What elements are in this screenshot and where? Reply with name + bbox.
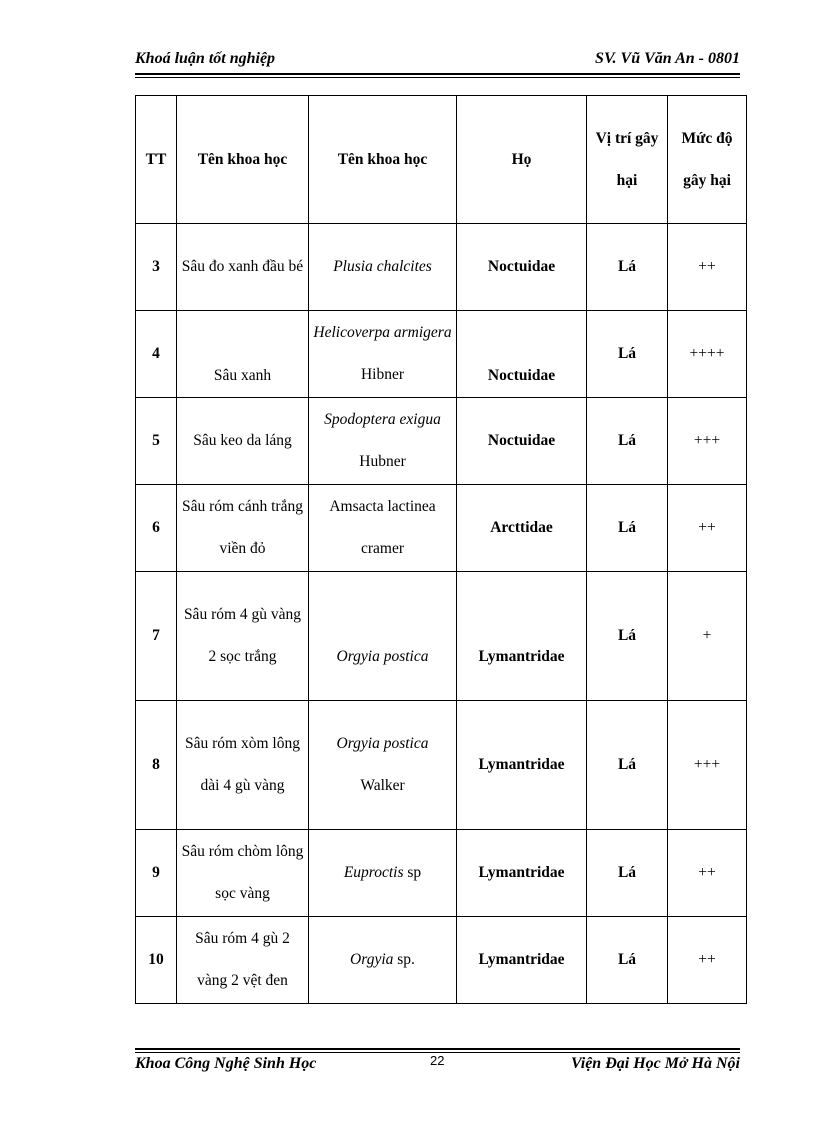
sci-name: Orgyia postica: [336, 648, 429, 665]
table-row: [136, 224, 747, 311]
name-text: Sâu xanh: [213, 367, 272, 384]
sci-name: Orgyia postica: [336, 735, 429, 752]
family-text: Lymantridae: [478, 648, 565, 665]
table-row: [136, 572, 747, 701]
cell-tt: 10: [136, 917, 177, 1004]
cell-sci: [309, 917, 457, 1004]
cell-name: [177, 311, 309, 398]
cell-sci: [309, 701, 457, 830]
cell-tt: 6: [136, 485, 177, 572]
cell-name: Sâu keo da láng: [177, 398, 309, 485]
cell-sci: [309, 485, 457, 572]
header-right: SV. Vũ Văn An - 0801: [595, 50, 740, 67]
cell-family: [457, 572, 587, 701]
col-header-tt: TT: [136, 96, 177, 224]
cell-name: Sâu róm chòm lông sọc vàng: [177, 830, 309, 917]
cell-name: Sâu róm cánh trắng viền đỏ: [177, 485, 309, 572]
cell-position: Lá: [587, 917, 668, 1004]
col-header-sci: Tên khoa học: [309, 96, 457, 224]
cell-level: +: [668, 572, 747, 701]
sci-name: Spodoptera exigua: [324, 411, 441, 428]
table-header-row: [136, 96, 747, 224]
table-row: [136, 311, 747, 398]
col-header-position: Vị trí gây hại: [587, 96, 668, 224]
sci-author: Hubner: [359, 453, 406, 470]
cell-level: ++++: [668, 311, 747, 398]
table-row: [136, 917, 747, 1004]
family-text: Noctuidae: [487, 367, 556, 384]
cell-family: Noctuidae: [457, 224, 587, 311]
page-number: 22: [430, 1053, 445, 1068]
cell-level: ++: [668, 830, 747, 917]
sci-author: Amsacta lactinea cramer: [329, 498, 436, 557]
sci-author: sp: [407, 864, 422, 881]
cell-level: +++: [668, 398, 747, 485]
cell-level: ++: [668, 485, 747, 572]
cell-family: Lymantridae: [457, 701, 587, 830]
cell-tt: 4: [136, 311, 177, 398]
cell-level: ++: [668, 917, 747, 1004]
sci-author: Hibner: [360, 366, 405, 383]
cell-family: Lymantridae: [457, 830, 587, 917]
pest-table: [135, 95, 747, 1004]
cell-name: Sâu đo xanh đầu bé: [177, 224, 309, 311]
cell-sci: [309, 398, 457, 485]
footer-left: Khoa Công Nghệ Sinh Học: [135, 1055, 317, 1072]
cell-position: Lá: [587, 485, 668, 572]
table-row: [136, 830, 747, 917]
col-header-name: Tên khoa học: [177, 96, 309, 224]
table-row: [136, 485, 747, 572]
cell-position: Lá: [587, 830, 668, 917]
page-footer: [135, 1055, 740, 1079]
sci-name: Plusia chalcites: [333, 258, 432, 275]
page-header: [135, 50, 740, 74]
cell-family: Noctuidae: [457, 398, 587, 485]
cell-tt: 7: [136, 572, 177, 701]
cell-sci: [309, 830, 457, 917]
cell-position: Lá: [587, 224, 668, 311]
cell-position: Lá: [587, 398, 668, 485]
cell-sci: [309, 311, 457, 398]
sci-author: sp.: [397, 951, 415, 968]
cell-level: ++: [668, 224, 747, 311]
footer-right: Viện Đại Học Mở Hà Nội: [570, 1055, 740, 1072]
header-rule: [135, 73, 740, 78]
col-header-level: Mức độ gây hại: [668, 96, 747, 224]
cell-family: Lymantridae: [457, 917, 587, 1004]
cell-family: [457, 311, 587, 398]
sci-name: Helicoverpa armigera: [313, 324, 452, 341]
cell-position: Lá: [587, 572, 668, 701]
cell-tt: 9: [136, 830, 177, 917]
cell-tt: 8: [136, 701, 177, 830]
cell-position: Lá: [587, 701, 668, 830]
cell-name: Sâu róm 4 gù 2 vàng 2 vệt đen: [177, 917, 309, 1004]
sci-author: Walker: [360, 777, 405, 794]
cell-family: Arcttidae: [457, 485, 587, 572]
sci-name: Orgyia: [350, 951, 394, 968]
header-left: Khoá luận tốt nghiệp: [135, 50, 276, 67]
col-header-family: Họ: [457, 96, 587, 224]
cell-sci: [309, 224, 457, 311]
table-row: [136, 398, 747, 485]
cell-sci: [309, 572, 457, 701]
sci-name: Euproctis: [343, 864, 404, 881]
cell-name: Sâu róm xòm lông dài 4 gù vàng: [177, 701, 309, 830]
cell-position: Lá: [587, 311, 668, 398]
cell-tt: 3: [136, 224, 177, 311]
cell-name: Sâu róm 4 gù vàng 2 sọc trắng: [177, 572, 309, 701]
table-row: [136, 701, 747, 830]
cell-level: +++: [668, 701, 747, 830]
cell-tt: 5: [136, 398, 177, 485]
